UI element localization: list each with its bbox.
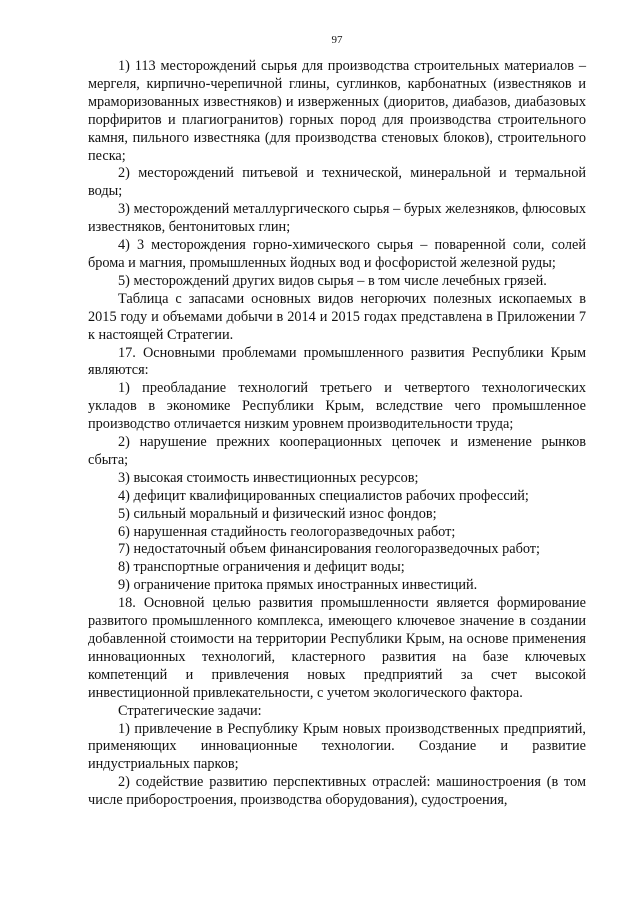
paragraph-9: 2) нарушение прежних кооперационных цепочек и изменение рынков сбыта;	[88, 434, 586, 468]
paragraph-17: 18. Основной целью развития промышленности является формирование развитого промышленного комплекса, имеющего ключевое значение в создании добавленной стоимости на территории Республики Крым, на основе применения инновационных технологий, кластерного развития на базе ключевых компетенций и привлечения новых предприятий за счет высокой инвестиционной привлекательности, с учетом экологического фактора.	[88, 595, 586, 701]
paragraph-18: Стратегические задачи:	[118, 702, 262, 719]
paragraph-5: 5) месторождений других видов сырья – в том числе лечебных грязей.	[118, 272, 547, 289]
paragraph-13: 6) нарушенная стадийность геологоразведочных работ;	[118, 523, 456, 540]
paragraph-3: 3) месторождений металлургического сырья – бурых железняков, флюсовых известняков, бентонитовых глин;	[88, 201, 586, 236]
paragraph-20: 2) содействие развитию перспективных отраслей: машиностроения (в том числе приборостроения, производства оборудования), судостроения,	[88, 774, 586, 809]
page-number: 97	[331, 34, 343, 46]
paragraph-15: 8) транспортные ограничения и дефицит воды;	[118, 559, 405, 576]
paragraph-14: 7) недостаточный объем финансирования геологоразведочных работ;	[118, 541, 541, 558]
paragraph-10: 3) высокая стоимость инвестиционных ресурсов;	[118, 469, 419, 486]
paragraph-11: 4) дефицит квалифицированных специалистов рабочих профессий;	[118, 487, 529, 504]
paragraph-12: 5) сильный моральный и физический износ фондов;	[118, 505, 437, 522]
paragraph-1: 1) 113 месторождений сырья для производства строительных материалов – мергеля, кирпично-черепичной глины, суглинков, карбонатных (известняков и мраморизованных известняков) и изверженных (диоритов, диабазов, диабазовых порфиритов и плагиогранитов) горных пород для производства строительного камня, пильного известняка (для производства стеновых блоков), строительного песка;	[88, 58, 586, 164]
paragraph-6: Таблица с запасами основных видов негорючих полезных ископаемых в 2015 году и объемами добычи в 2014 и 2015 годах представлена в Приложении 7 к настоящей Стратегии.	[88, 290, 586, 343]
paragraph-7: 17. Основными проблемами промышленного развития Республики Крым являются:	[88, 344, 586, 379]
paragraph-16: 9) ограничение притока прямых иностранных инвестиций.	[118, 577, 478, 594]
paragraph-8: 1) преобладание технологий третьего и четвертого технологических укладов в экономике Республики Крым, вследствие чего промышленное производство отличается низким уровнем производительности труда;	[88, 380, 586, 433]
page-content	[88, 58, 586, 810]
paragraph-4: 4) 3 месторождения горно-химического сырья – поваренной соли, солей брома и магния, промышленных йодных вод и фосфористой железной руды;	[88, 237, 586, 271]
paragraph-2: 2) месторождений питьевой и технической, минеральной и термальной воды;	[88, 165, 586, 200]
paragraph-19: 1) привлечение в Республику Крым новых производственных предприятий, применяющих инновационные технологии. Создание и развитие индустриальных парков;	[88, 720, 586, 773]
